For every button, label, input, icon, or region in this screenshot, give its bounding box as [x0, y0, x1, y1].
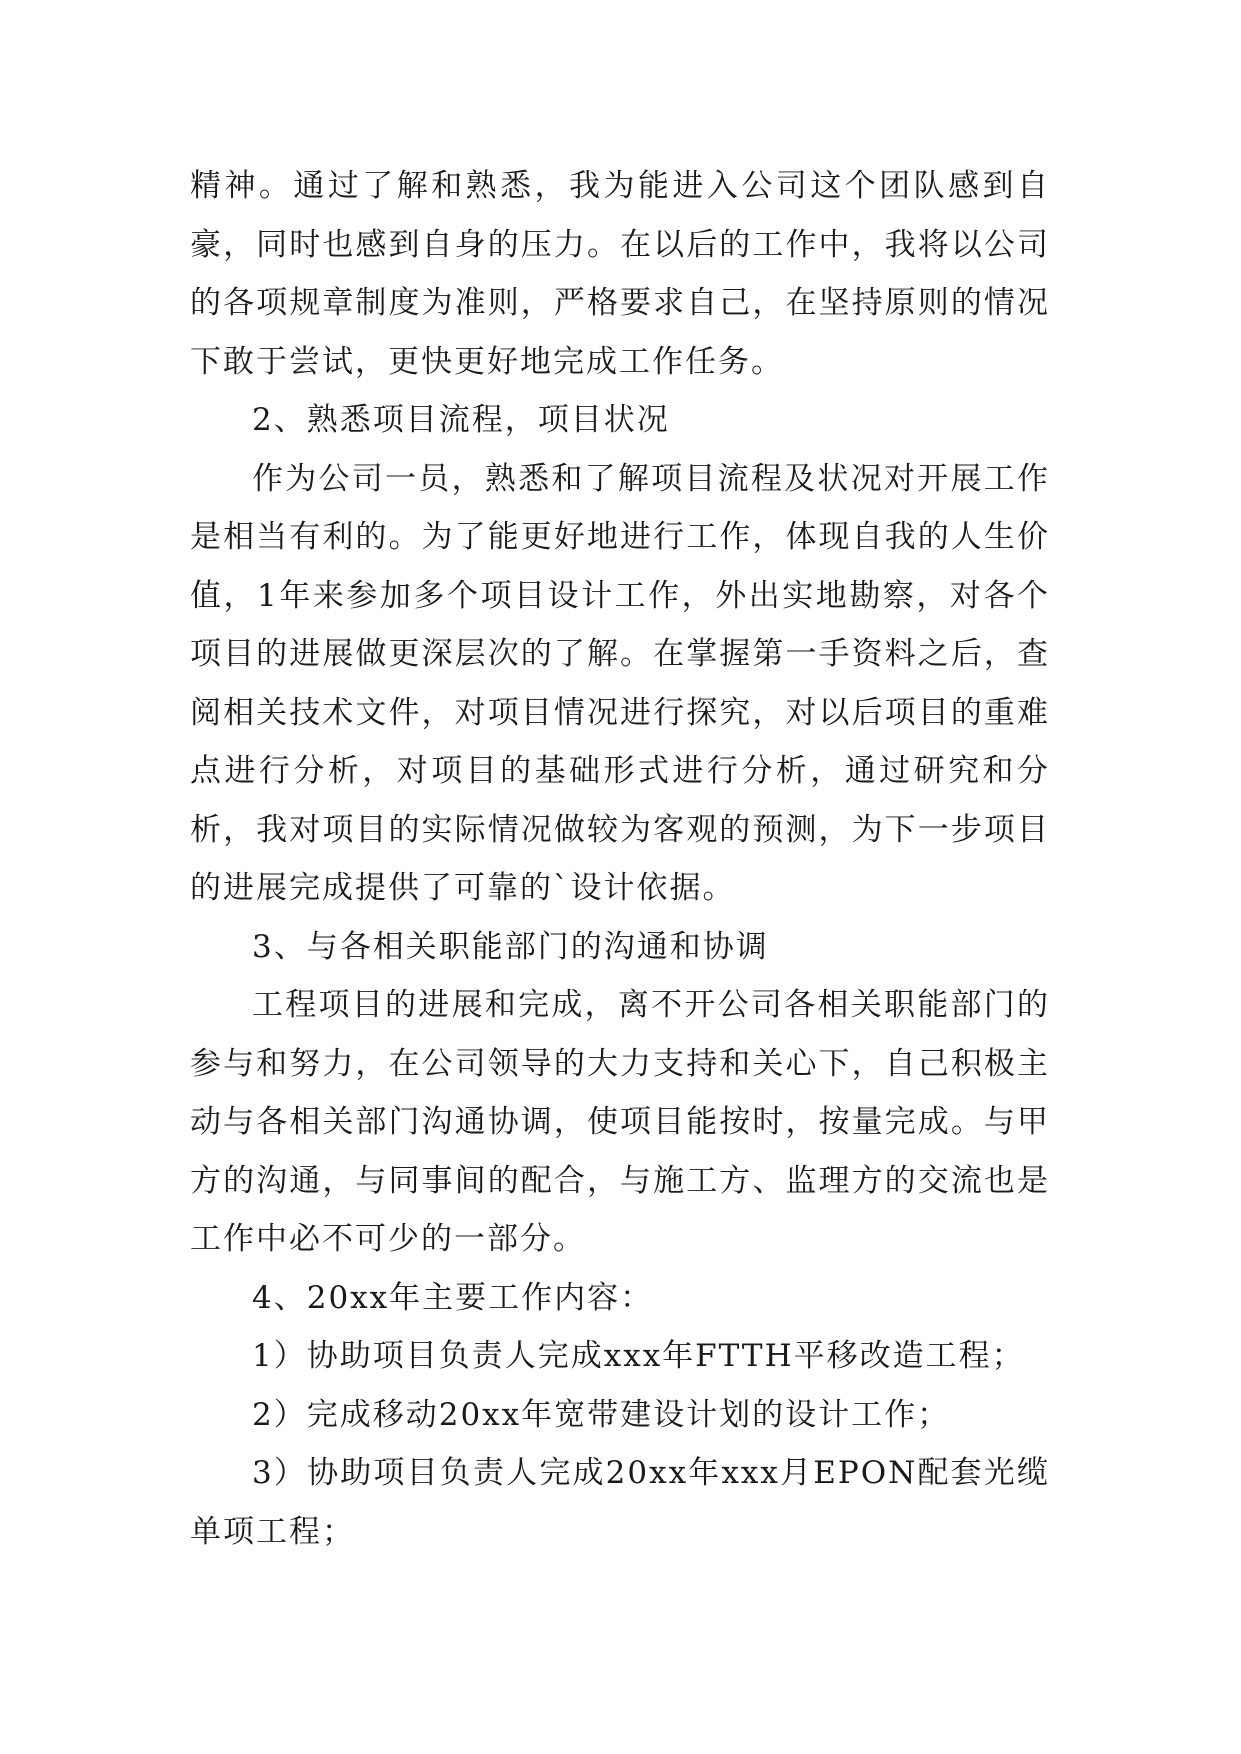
list-item-1: 1）协助项目负责人完成xxx年FTTH平移改造工程；: [252, 1338, 1025, 1374]
document-body: [190, 157, 1050, 1561]
section-heading-4: 4、20xx年主要工作内容：: [252, 1279, 654, 1316]
section-heading-3: 3、与各相关职能部门的沟通和协调: [252, 928, 769, 965]
list-item-2: 2）完成移动20xx年宽带建设计划的设计工作；: [252, 1396, 951, 1433]
paragraph-intro: 精神。通过了解和熟悉，我为能进入公司这个团队感到自豪，同时也感到自身的压力。在以后的工作中，我将以公司的各项规章制度为准则，严格要求自己，在坚持原则的情况下敢于尝试，更快更好地完成工作任务。: [190, 168, 1050, 380]
section-heading-2: 2、熟悉项目流程，项目状况: [252, 402, 670, 438]
paragraph-project-process: 作为公司一员，熟悉和了解项目流程及状况对开展工作是相当有利的。为了能更好地进行工作，体现自我的人生价值，1年来参加多个项目设计工作，外出实地勘察，对各个项目的进展做更深层次的了解。在掌握第一手资料之后，查阅相关技术文件，对项目情况进行探究，对以后项目的重难点进行分析，对项目的基础形式进行分析，通过研究和分析，我对项目的实际情况做较为客观的预测，为下一步项目的进展完成提供了可靠的`设计依据。: [190, 460, 1050, 906]
paragraph-communication: 工程项目的进展和完成，离不开公司各相关职能部门的参与和努力，在公司领导的大力支持和关心下，自己积极主动与各相关部门沟通协调，使项目能按时，按量完成。与甲方的沟通，与同事间的配合，与施工方、监理方的交流也是工作中必不可少的一部分。: [190, 987, 1050, 1257]
list-item-3: 3）协助项目负责人完成20xx年xxx月EPON配套光缆单项工程；: [190, 1455, 1050, 1550]
